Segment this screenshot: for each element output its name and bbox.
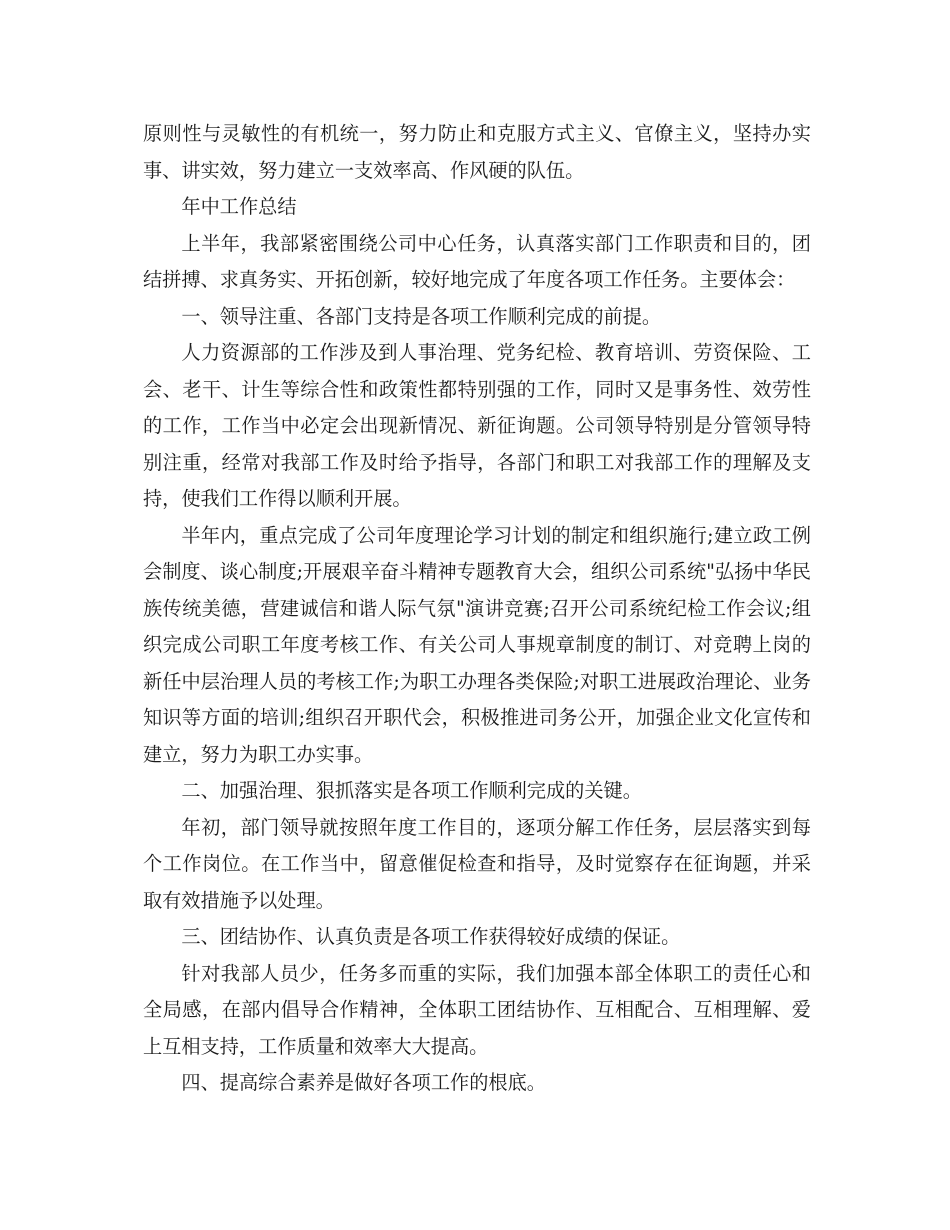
paragraph-continuation: 原则性与灵敏性的有机统一，努力防止和克服方式主义、官僚主义，坚持办实事、讲实效，努力建立一支效率高、作风硬的队伍。 bbox=[143, 122, 811, 182]
paragraph-achievements: 半年内，重点完成了公司年度理论学习计划的制定和组织施行;建立政工例会制度、谈心制度;开展艰辛奋斗精神专题教育大会，组织公司系统"弘扬中华民族传统美德，营建诚信和谐人际气氛"演讲竞赛;召开公司系统纪检工作会议;组织完成公司职工年度考核工作、有关公司人事规章制度的制订、对竞聘上岗的新任中层治理人员的考核工作;为职工办理各类保险;对职工进展政治理论、业务知识等方面的培训;组织召开职代会，积极推进司务公开，加强企业文化宣传和建立，努力为职工办实事。 bbox=[143, 523, 811, 766]
point-heading-1: 一、领导注重、各部门支持是各项工作顺利完成的前提。 bbox=[181, 304, 662, 328]
point-heading-2: 二、加强治理、狠抓落实是各项工作顺利完成的关键。 bbox=[181, 779, 642, 802]
section-heading-midyear-summary: 年中工作总结 bbox=[181, 195, 297, 218]
paragraph-point-1: 人力资源部的工作涉及到人事治理、党务纪检、教育培训、劳资保险、工会、老干、计生等综合性和政策性都特别强的工作，同时又是事务性、效劳性的工作，工作当中必定会出现新情况、新征询题。公司领导特别是分管领导特别注重，经常对我部工作及时给予指导，各部门和职工对我部工作的理解及支持，使我们工作得以顺利开展。 bbox=[143, 341, 811, 510]
point-heading-3: 三、团结协作、认真负责是各项工作获得较好成绩的保证。 bbox=[181, 925, 681, 948]
document-page bbox=[143, 116, 811, 1102]
paragraph-intro: 上半年，我部紧密围绕公司中心任务，认真落实部门工作职责和目的，团结拼搏、求真务实、开拓创新，较好地完成了年度各项工作任务。主要体会： bbox=[143, 231, 811, 291]
paragraph-point-3: 针对我部人员少，任务多而重的实际，我们加强本部全体职工的责任心和全局感，在部内倡导合作精神，全体职工团结协作、互相配合、互相理解、爱上互相支持，工作质量和效率大大提高。 bbox=[143, 961, 811, 1058]
paragraph-point-2: 年初，部门领导就按照年度工作目的，逐项分解工作任务，层层落实到每个工作岗位。在工作当中，留意催促检查和指导，及时觉察存在征询题，并采取有效措施予以处理。 bbox=[143, 815, 811, 912]
point-heading-4: 四、提高综合素养是做好各项工作的根底。 bbox=[181, 1071, 546, 1094]
